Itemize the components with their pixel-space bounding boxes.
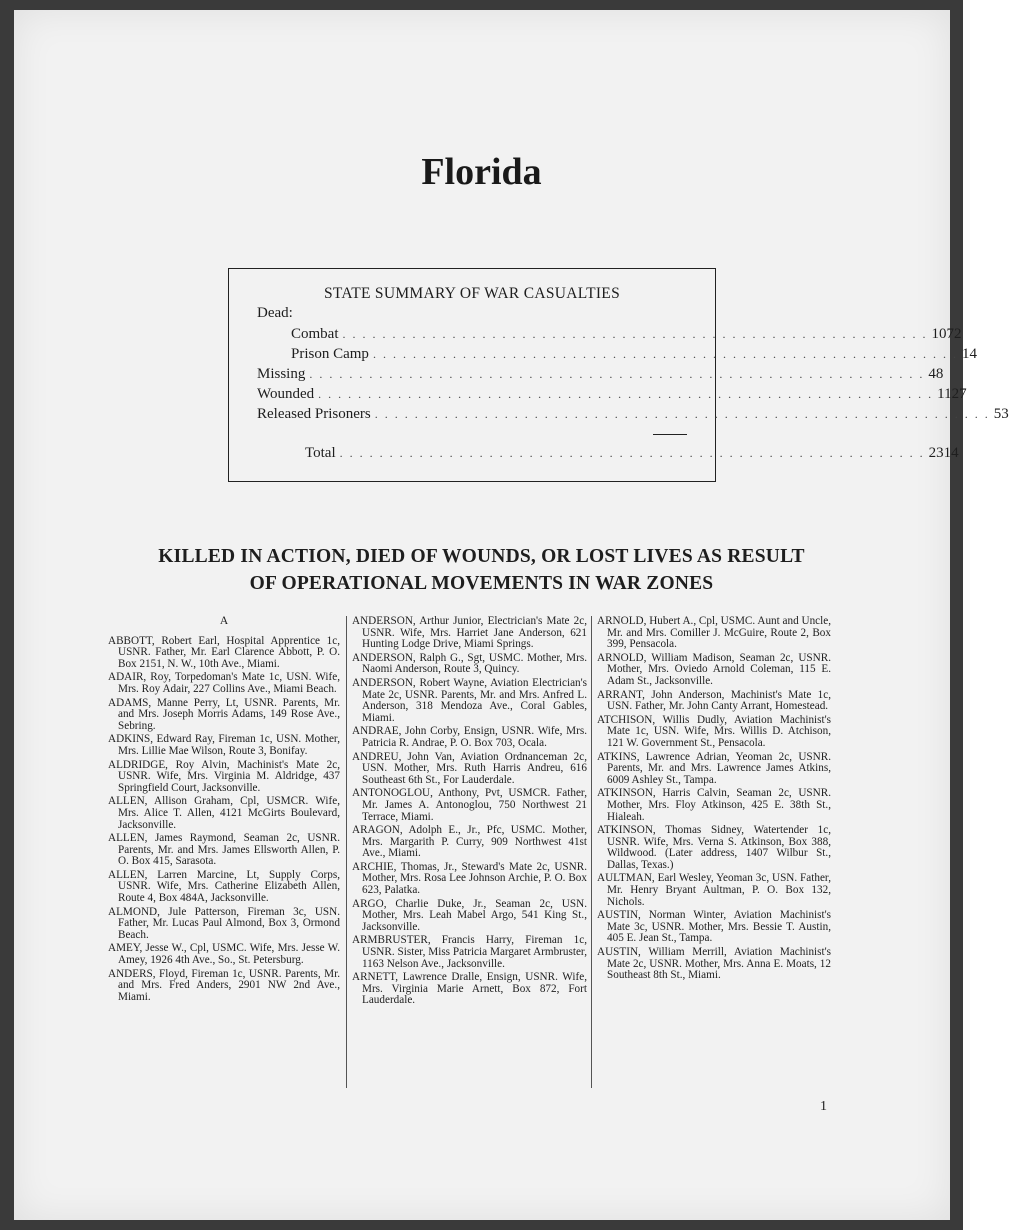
page-number: 1 — [820, 1099, 827, 1114]
section-heading-line-1: KILLED IN ACTION, DIED OF WOUNDS, OR LOST LIVES AS RESULT — [158, 546, 805, 567]
summary-row-value: 14 — [961, 346, 977, 362]
summary-total-label: Total — [305, 445, 336, 461]
summary-row-missing — [257, 366, 944, 383]
summary-row-value: 1072 — [931, 326, 962, 342]
casualty-entry: ADKINS, Edward Ray, Fireman 1c, USN. Mother, Mrs. Lillie Mae Wilson, Route 3, Bonifay. — [108, 733, 340, 757]
casualty-entry: ATKINS, Lawrence Adrian, Yeoman 2c, USNR. Parents, Mr. and Mrs. Lawrence James Atkins, 6009 Ashley St., Tampa. — [597, 750, 831, 786]
casualty-entry: ANDERSON, Ralph G., Sgt, USMC. Mother, Mrs. Naomi Anderson, Route 3, Quincy. — [352, 651, 587, 676]
casualty-entry: ANDRAE, John Corby, Ensign, USNR. Wife, Mrs. Patricia R. Andrae, P. O. Box 703, Ocala. — [352, 725, 587, 749]
summary-row-value: 1127 — [937, 386, 967, 402]
casualty-entry: AUSTIN, Norman Winter, Aviation Machinist's Mate 3c, USNR. Mother, Mrs. Bessie T. Austin, 405 E. Jean St., Tampa. — [597, 909, 831, 945]
casualty-entry: AUSTIN, William Merrill, Aviation Machinist's Mate 2c, USNR. Mother, Mrs. Anna E. Moats, 12 Southeast 8th St., Miami. — [597, 946, 831, 982]
summary-row-label: Prison Camp — [291, 346, 369, 362]
summary-row-label: Released Prisoners — [257, 406, 371, 422]
section-heading-line-2: OF OPERATIONAL MOVEMENTS IN WAR ZONES — [249, 573, 714, 594]
summary-row-value: 53 — [993, 406, 1009, 422]
casualty-entry: AMEY, Jesse W., Cpl, USMC. Wife, Mrs. Jesse W. Amey, 1926 4th Ave., So., St. Petersburg. — [108, 942, 340, 967]
summary-row-label: Combat — [291, 326, 339, 342]
casualty-entry: ANTONOGLOU, Anthony, Pvt, USMCR. Father, Mr. James A. Antonoglou, 750 Northwest 21 Terrace, Miami. — [352, 787, 587, 823]
casualty-entry: ATCHISON, Willis Dudly, Aviation Machinist's Mate 1c, USN. Wife, Mrs. Willis D. Atchison, 121 W. Government St., Pensacola. — [597, 713, 831, 749]
casualty-entry: ARRANT, John Anderson, Machinist's Mate 1c, USN. Father, Mr. John Canty Arrant, Homestead. — [597, 688, 831, 713]
casualty-column-1 — [108, 616, 340, 1005]
casualty-column-3 — [597, 616, 831, 984]
casualty-summary-box — [228, 268, 1009, 482]
leader-dots: . . . . . . . . . . . . . . . . . . . . . . . . . . . . . . . . . . . . . . . . . . . . . . . . . . . . . . . . . . . — [342, 327, 928, 341]
column-divider — [591, 616, 592, 1088]
dead-label: Dead: — [257, 305, 293, 321]
casualty-entry: ABBOTT, Robert Earl, Hospital Apprentice 1c, USNR. Father, Mr. Earl Clarence Abbott, P. O. Box 2151, N. W., 10th Ave., Miami. — [108, 634, 340, 670]
column-divider — [346, 616, 347, 1088]
casualty-entry: ALLEN, Larren Marcine, Lt, Supply Corps, USNR. Wife, Mrs. Catherine Elizabeth Allen, Route 4, Box 484A, Jacksonville. — [108, 868, 340, 905]
casualty-entry: ALLEN, Allison Graham, Cpl, USMCR. Wife, Mrs. Alice T. Allen, 4121 McGirts Boulevard, Jacksonville. — [108, 795, 340, 831]
summary-total-value: 2314 — [928, 445, 959, 461]
summary-heading: STATE SUMMARY OF WAR CASUALTIES — [323, 285, 620, 302]
summary-row-label: Missing — [257, 366, 306, 382]
casualty-entry: ARGO, Charlie Duke, Jr., Seaman 2c, USN. Mother, Mrs. Leah Mabel Argo, 541 King St., Jacksonville. — [352, 897, 587, 933]
casualty-entry: ARAGON, Adolph E., Jr., Pfc, USMC. Mother, Mrs. Margarith P. Curry, 909 Northwest 41st Ave., Miami. — [352, 824, 587, 860]
casualty-entry: ARNOLD, Hubert A., Cpl, USMC. Aunt and Uncle, Mr. and Mrs. Comiller J. McGuire, Route 2, Box 399, Pensacola. — [597, 615, 831, 651]
casualty-entry: ALMOND, Jule Patterson, Fireman 3c, USN. Father, Mr. Lucas Paul Almond, Box 3, Ormond Beach. — [108, 905, 340, 941]
casualty-entry: ALDRIDGE, Roy Alvin, Machinist's Mate 2c, USNR. Wife, Mrs. Virginia M. Aldridge, 437 Springfield Court, Jacksonville. — [108, 758, 340, 794]
casualty-entry: ADAMS, Manne Perry, Lt, USNR. Parents, Mr. and Mrs. Joseph Morris Adams, 149 Rose Ave., Sebring. — [108, 696, 340, 732]
leader-dots: . . . . . . . . . . . . . . . . . . . . . . . . . . . . . . . . . . . . . . . . . . . . . . . . . . . . . . . . . . . . . . — [374, 407, 990, 421]
casualty-entry: AULTMAN, Earl Wesley, Yeoman 3c, USN. Father, Mr. Henry Bryant Aultman, P. O. Box 132, Nichols. — [597, 872, 831, 908]
casualty-entry: ANDREU, John Van, Aviation Ordnanceman 2c, USN. Mother, Mrs. Ruth Harris Andreu, 616 Southeast 6th St., For Lauderdale. — [352, 750, 587, 786]
summary-row-released-prisoners — [257, 406, 1009, 423]
casualty-entry: ANDERSON, Robert Wayne, Aviation Electrician's Mate 2c, USNR. Parents, Mr. and Mrs. Anfred L. Anderson, 318 Mendoza Ave., Coral Gables, Miami. — [352, 676, 587, 724]
casualty-entry: ANDERSON, Arthur Junior, Electrician's Mate 2c, USNR. Wife, Mrs. Harriet Jane Anderson, 621 Hunting Lodge Drive, Miami Springs. — [352, 615, 587, 651]
leader-dots: . . . . . . . . . . . . . . . . . . . . . . . . . . . . . . . . . . . . . . . . . . . . . . . . . . . . . . . . . . . . . . — [318, 387, 934, 401]
alphabet-letter-heading: A — [219, 615, 229, 627]
section-heading — [0, 543, 963, 597]
casualty-entry: ANDERS, Floyd, Fireman 1c, USNR. Parents, Mr. and Mrs. Fred Anders, 2901 NW 2nd Ave., Miami. — [108, 967, 340, 1003]
casualty-column-2 — [352, 616, 587, 1009]
leader-dots: . . . . . . . . . . . . . . . . . . . . . . . . . . . . . . . . . . . . . . . . . . . . . . . . . . . . . . . . . . . . . . — [309, 367, 925, 381]
casualty-entry: ATKINSON, Harris Calvin, Seaman 2c, USNR. Mother, Mrs. Floy Atkinson, 425 E. 38th St., Hialeah. — [597, 787, 831, 823]
summary-row-label: Wounded — [257, 386, 315, 402]
page-title: Florida — [421, 151, 542, 193]
casualty-entry: ADAIR, Roy, Torpedoman's Mate 1c, USN. Wife, Mrs. Roy Adair, 227 Collins Ave., Miami Beach. — [108, 671, 340, 695]
casualty-entry: ARNOLD, William Madison, Seaman 2c, USNR. Mother, Mrs. Oviedo Arnold Coleman, 115 E. Adam St., Jacksonville. — [597, 651, 831, 687]
casualty-entry: ARNETT, Lawrence Dralle, Ensign, USNR. Wife, Mrs. Virginia Marie Arnett, Box 872, Fort Lauderdale. — [352, 971, 587, 1007]
casualty-entry: ATKINSON, Thomas Sidney, Watertender 1c, USNR. Wife, Mrs. Verna S. Atkinson, Box 388, Wildwood. (Later address, 1407 Wilbur St., Dallas, Texas.) — [597, 824, 831, 871]
total-rule — [653, 434, 687, 435]
leader-dots: . . . . . . . . . . . . . . . . . . . . . . . . . . . . . . . . . . . . . . . . . . . . . . . . . . . . . . . . . . . — [339, 446, 925, 460]
summary-row-value: 48 — [928, 366, 944, 382]
casualty-entry: ALLEN, James Raymond, Seaman 2c, USNR. Parents, Mr. and Mrs. James Ellsworth Allen, P. O. Box 415, Sarasota. — [108, 832, 340, 868]
casualty-entry: ARMBRUSTER, Francis Harry, Fireman 1c, USNR. Sister, Miss Patricia Margaret Armbruster, 1163 Nelson Ave., Jacksonville. — [352, 934, 587, 970]
leader-dots: . . . . . . . . . . . . . . . . . . . . . . . . . . . . . . . . . . . . . . . . . . . . . . . . . . . . . . . . . . . — [372, 347, 958, 361]
summary-row-total — [305, 445, 959, 462]
summary-row-prison-camp — [291, 346, 977, 363]
casualty-entry: ARCHIE, Thomas, Jr., Steward's Mate 2c, USNR. Mother, Mrs. Rosa Lee Johnson Archie, P. O. Box 623, Palatka. — [352, 860, 587, 897]
summary-row-wounded — [257, 386, 967, 403]
summary-row-combat — [291, 326, 962, 343]
